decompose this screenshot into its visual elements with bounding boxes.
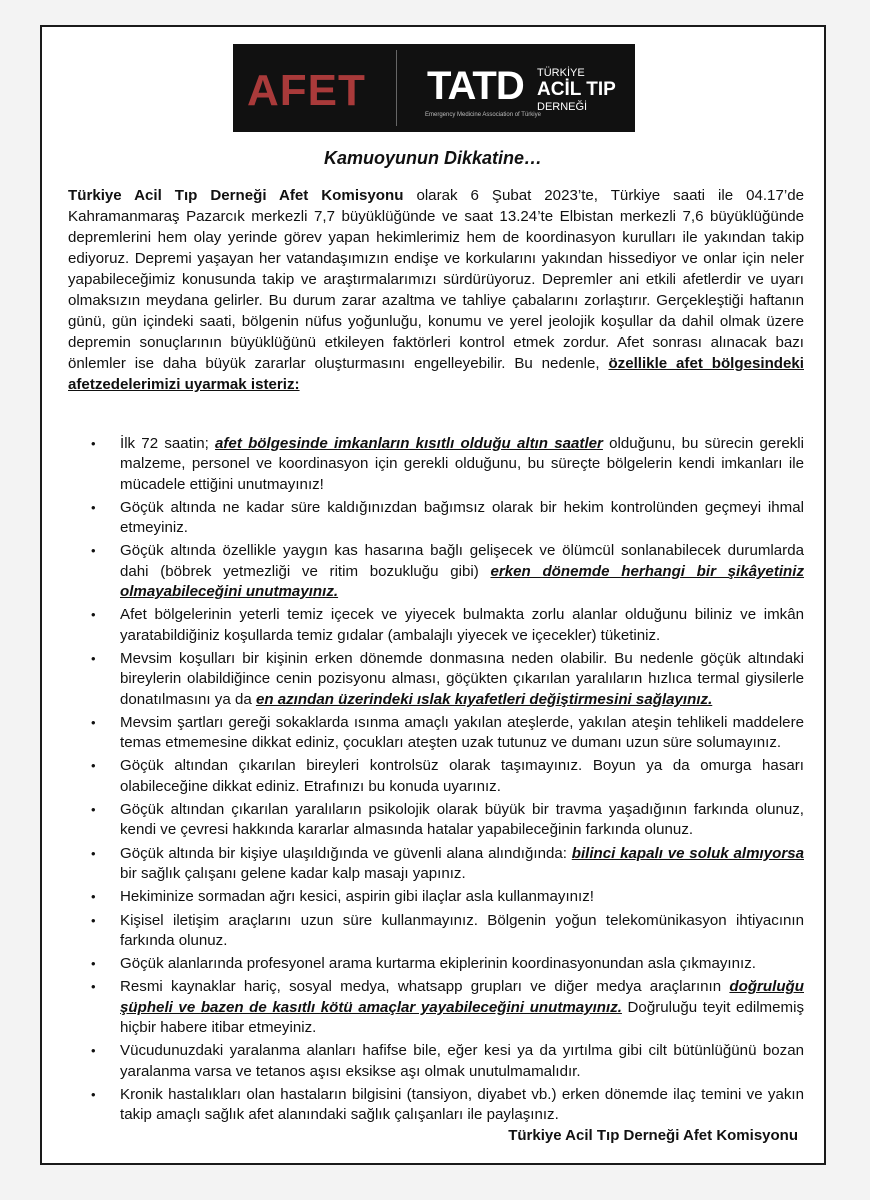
list-item-pre: Göçük altında özellikle yaygın kas hasarına bağlı gelişecek ve ölümcül sonlanabilecek durumlarda dahi (böbrek yetmezliği ve ritim bozukluğu gibi) bbox=[120, 542, 804, 580]
list-item-pre: İlk 72 saatin; bbox=[120, 435, 216, 452]
intro-lead: Türkiye Acil Tıp Derneği Afet Komisyonu bbox=[68, 187, 404, 204]
list-item-pre: Kişisel iletişim araçlarını uzun süre kullanmayınız. Bölgenin yoğun telekomünikasyon ihtiyacının farkında olunuz. bbox=[120, 911, 804, 949]
list-item bbox=[68, 800, 804, 841]
list-item-pre: Vücudunuzdaki yaralanma alanları hafifse bile, eğer kesi ya da yırtılma gibi cilt bütünlüğünü bozan yaralanma varsa ve tetanos aşısı eksikse aşı olmak unutulmamalıdır. bbox=[120, 1042, 804, 1080]
list-item bbox=[68, 498, 804, 539]
header-logo-banner bbox=[233, 44, 635, 132]
list-item-em: erken dönemde herhangi bir şikâyetiniz olmayabileceğini unutmayınız. bbox=[120, 562, 805, 601]
list-item-pre: Mevsim koşulları bir kişinin erken dönemde donmasına neden olabilir. Bu nedenle göçük altındaki bireylerin olabildiğince cenin pozisyonu alması, göçükten çıkarılan yaralıların hızlıca termal giysilerle donatılmasını ya da bbox=[120, 649, 804, 708]
tatd-line-2: ACİL TIP bbox=[537, 79, 616, 100]
list-item-em: en azından üzerindeki ıslak kıyafetleri değiştirmesini sağlayınız. bbox=[255, 690, 713, 708]
signature: Türkiye Acil Tıp Derneği Afet Komisyonu bbox=[508, 1127, 798, 1144]
document-page bbox=[40, 25, 826, 1165]
list-item-em: doğruluğu şüpheli ve bazen de kasıtlı kötü amaçlar yayabileceğini unutmayınız. bbox=[120, 978, 804, 1016]
list-item bbox=[68, 954, 804, 974]
list-item-pre: Göçük alanlarında profesyonel arama kurtarma ekiplerinin koordinasyonundan asla çıkmayınız. bbox=[120, 955, 756, 973]
warning-list bbox=[68, 434, 804, 1129]
tatd-logo-subtitle: Emergency Medicine Association of Türkiye bbox=[425, 112, 541, 118]
list-item bbox=[68, 844, 804, 885]
list-item-pre: Mevsim şartları gereği sokaklarda ısınma amaçlı yakılan ateşlerde, yakılan ateşin tehlikeli maddelere temas etmemesine dikkat ediniz, çocukları ateşten uzak tutunuz ve dumanı uzun süre solumayınız. bbox=[120, 713, 804, 752]
list-item-post: olduğunu, bu sürecin gerekli malzeme, personel ve koordinasyon için gerekli olduğunu, bu süreçte bölgelerin kendi imkanları ile mücadele ettiğini unutmayınız! bbox=[120, 435, 804, 493]
bullet-icon: • bbox=[91, 499, 96, 515]
list-item-pre: Hekiminize sormadan ağrı kesici, aspirin gibi ilaçlar asla kullanmayınız! bbox=[120, 888, 594, 906]
list-item bbox=[68, 756, 804, 797]
list-item-post: Doğruluğu teyit edilmemiş hiçbir habere itibar etmeyiniz. bbox=[120, 998, 804, 1037]
list-item bbox=[68, 605, 804, 646]
list-item bbox=[68, 977, 804, 1038]
bullet-icon: • bbox=[91, 979, 96, 995]
bullet-icon: • bbox=[91, 607, 96, 623]
bullet-icon: • bbox=[91, 714, 96, 730]
list-item bbox=[68, 1085, 804, 1126]
list-item-pre: Resmi kaynaklar hariç, sosyal medya, whatsapp grupları ve diğer medya araçlarının bbox=[120, 978, 730, 996]
tatd-association-name bbox=[537, 66, 616, 114]
list-item bbox=[68, 541, 804, 602]
list-item-em: afet bölgesinde imkanların kısıtlı olduğu altın saatler bbox=[215, 435, 603, 452]
intro-paragraph bbox=[68, 185, 804, 395]
list-item-pre: Kronik hastalıkları olan hastaların bilgisini (tansiyon, diyabet vb.) erken dönemde ilaç temini ve yakın takip amaçlı sağlık afet alanındaki sağlık çalışanları ile paylaşınız. bbox=[120, 1085, 804, 1124]
bullet-icon: • bbox=[91, 1043, 96, 1059]
bullet-icon: • bbox=[91, 802, 96, 818]
list-item bbox=[68, 434, 804, 495]
afet-logo: AFET bbox=[247, 66, 366, 115]
list-item-pre: Göçük altında ne kadar süre kaldığınızdan bağımsız olarak bir hekim kontrolünden geçmeyi ihmal etmeyiniz. bbox=[120, 498, 804, 537]
list-item-pre: Göçük altından çıkarılan yaralıların psikolojik olarak büyük bir travma yaşadığının farkında olunuz, kendi ve çevresi hakkında kararlar almasında hatalar yapabileceğinin farkında olunuz. bbox=[120, 801, 804, 839]
bullet-icon: • bbox=[91, 845, 96, 861]
bullet-icon: • bbox=[91, 912, 96, 928]
list-item-post: bir sağlık çalışanı gelene kadar kalp masajı yapınız. bbox=[120, 864, 466, 882]
bullet-icon: • bbox=[91, 758, 96, 774]
logo-divider bbox=[396, 50, 397, 126]
bullet-icon: • bbox=[91, 543, 96, 559]
bullet-icon: • bbox=[91, 436, 96, 451]
bullet-icon: • bbox=[91, 956, 96, 972]
list-item-em: bilinci kapalı ve soluk almıyorsa bbox=[571, 844, 804, 862]
list-item bbox=[68, 911, 804, 952]
list-item-pre: Göçük altında bir kişiye ulaşıldığında ve güvenli alana alındığında: bbox=[120, 844, 572, 862]
list-item bbox=[68, 649, 804, 710]
tatd-line-3: DERNEĞİ bbox=[537, 101, 588, 113]
page-title: Kamuoyunun Dikkatine… bbox=[323, 148, 543, 168]
list-item bbox=[68, 713, 804, 754]
bullet-icon: • bbox=[91, 889, 96, 905]
intro-body: olarak 6 Şubat 2023’te, Türkiye saati ile 04.17’de Kahramanmaraş Pazarcık merkezli 7,7 büyüklüğünde ve saat 13.24’te Elbistan merkezli 7,6 büyüklüğünde depremlerini hem olay yerinde görev yapan hekimlerimiz hem de koordinasyon kurulları ile yakından takip ediyoruz. Depremi yaşayan her vatandaşımızın endişe ve korkularını yakından hissediyor ve onlar için neler yapabileceğimiz konusunda takip ve araştırmalarımızı sürdürüyoruz. Depremler ani etkili afetlerdir ve uyarı olmaksızın meydana gelirler. Bu durum zarar azaltma ve tahliye çabalarını zorlaştırır. Gerçekleştiği haftanın günü, gün içindeki saati, bölgenin nüfus yoğunluğu, konumu ve yerel jeolojik koşullar da dahil olmak üzere depremin sonuçlarının büyüklüğünü etkileyen faktörleri kontrol etmek zordur. Afet sonrası alınacak bazı önlemler ise daha büyük zararlar oluşturmasını engelleyebilir. Bu nedenle, bbox=[68, 187, 804, 372]
tatd-logo: TATD bbox=[427, 64, 524, 108]
list-item-pre: Göçük altından çıkarılan bireyleri kontrolsüz olarak taşımayınız. Boyun ya da omurga hasarı olabileceğine dikkat ediniz. Etrafınızı bu konuda uyarınız. bbox=[120, 757, 804, 795]
list-item bbox=[68, 887, 804, 907]
intro-emphasis: özellikle afet bölgesindeki afetzedelerimizi uyarmak isteriz: bbox=[68, 355, 804, 393]
bullet-icon: • bbox=[91, 650, 96, 666]
tatd-line-1: TÜRKİYE bbox=[537, 67, 585, 79]
list-item-pre: Afet bölgelerinin yeterli temiz içecek ve yiyecek bulmakta zorlu alanlar olduğunu biliniz ve imkân yaratabildiğiniz koşullarda temiz gıdalar (ambalajlı yiyecek ve içecekler) tüketiniz. bbox=[120, 606, 804, 644]
list-item bbox=[68, 1041, 804, 1082]
bullet-icon: • bbox=[91, 1086, 96, 1102]
